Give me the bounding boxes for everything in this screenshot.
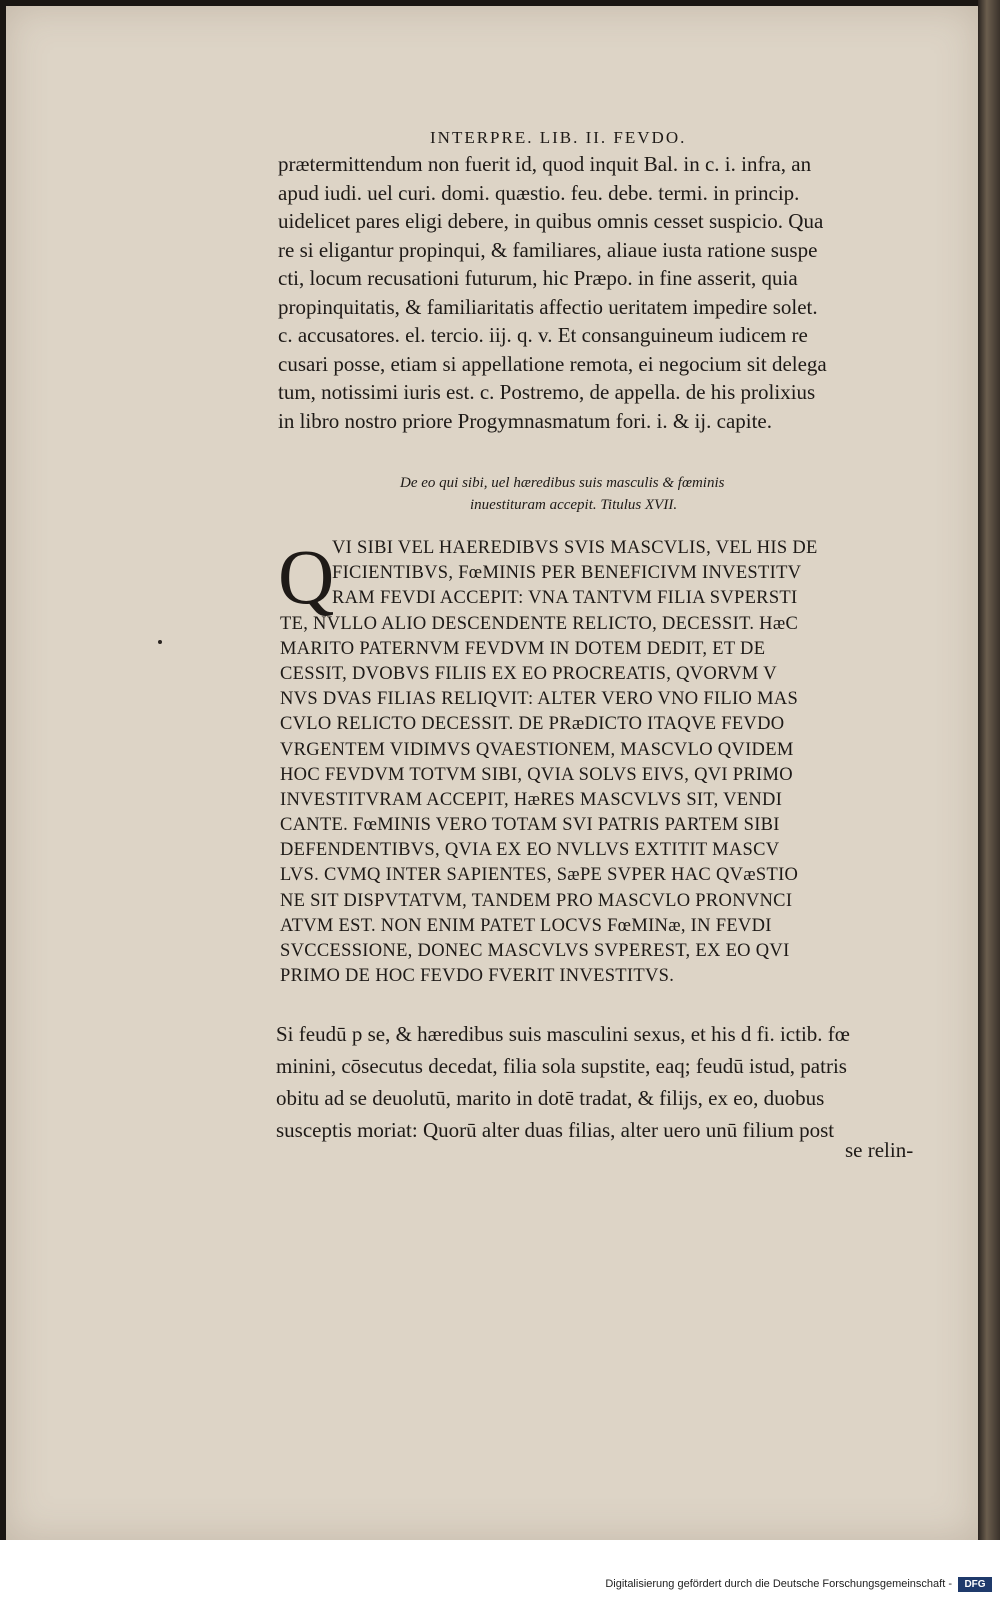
body-line: in libro nostro priore Progymnasmatum fori. i. & ij. capite. — [278, 408, 773, 433]
commentary-paragraph — [276, 1018, 936, 1146]
caps-line: DEFENDENTIBVS, QVIA EX EO NVLLVS EXTITIT MASCV — [280, 840, 780, 861]
caps-line: INVESTITVRAM ACCEPIT, HæRES MASCVLVS SIT, VENDI — [280, 789, 783, 810]
body-line: prætermittendum non fuerit id, quod inquit Bal. in c. i. infra, an — [278, 152, 812, 176]
caps-line: SVCCESSIONE, DONEC MASCVLVS SVPEREST, EX EO QVI — [280, 941, 790, 961]
body-line: apud iudi. uel curi. domi. quæstio. feu. debe. termi. in princip. — [278, 180, 800, 205]
page-edge — [978, 0, 1000, 1540]
caps-line: HOC FEVDVM TOTVM SIBI, QVIA SOLVS EIVS, QVI PRIMO — [280, 764, 793, 785]
drop-capital: Q — [278, 533, 335, 620]
caps-line: VI SIBI VEL HAEREDIBVS SVIS MASCVLIS, VEL HIS DE — [332, 538, 818, 558]
dfg-logo: DFG — [958, 1577, 992, 1592]
body-line: re si eligantur propinqui, & familiares, aliaue iusta ratione suspe — [278, 237, 818, 262]
para-line: obitu ad se deuolutū, marito in dotē tradat, & filijs, ex eo, duobus — [276, 1086, 825, 1110]
caps-line: NE SIT DISPVTATVM, TANDEM PRO MASCVLO PRONVNCI — [280, 890, 793, 911]
body-line: tum, notissimi iuris est. c. Postremo, de appella. de his prolixius — [278, 380, 816, 404]
running-head: INTERPRE. LIB. II. FEVDO. — [430, 128, 687, 147]
caps-line: ATVM EST. NON ENIM PATET LOCVS FœMINæ, IN FEVDI — [280, 915, 772, 936]
body-line: c. accusatores. el. tercio. iij. q. v. Et consanguineum iudicem re — [278, 323, 808, 347]
caps-line: TE, NVLLO ALIO DESCENDENTE RELICTO, DECESSIT. HæC — [280, 613, 799, 634]
title-line: inuestituram accepit. Titulus XVII. — [470, 497, 678, 513]
section-title — [400, 472, 800, 516]
caps-line: MARITO PATERNVM FEVDVM IN DOTEM DEDIT, ET DE — [280, 638, 766, 659]
funding-notice: Digitalisierung gefördert durch die Deutsche Forschungsgemeinschaft - — [605, 1578, 952, 1590]
body-line: cusari posse, etiam si appellatione remota, ei negocium sit delega — [278, 351, 827, 376]
caps-line: RAM FEVDI ACCEPIT: VNA TANTVM FILIA SVPERSTI — [332, 588, 798, 609]
body-line: propinquitatis, & familiaritatis affectio ueritatem impedire solet. — [278, 294, 818, 319]
caps-line: NVS DVAS FILIAS RELIQVIT: ALTER VERO VNO FILIO MAS — [280, 689, 799, 710]
margin-mark — [158, 640, 162, 644]
footer-bar — [0, 1540, 1000, 1597]
para-line: susceptis moriat: Quorū alter duas filias, alter uero unū filium post — [276, 1118, 835, 1142]
title-line: De eo qui sibi, uel hæredibus suis masculis & fœminis — [400, 475, 725, 491]
caps-line: CESSIT, DVOBVS FILIIS EX EO PROCREATIS, QVORVM V — [280, 663, 777, 684]
para-line: minini, cōsecutus decedat, filia sola supstite, eaq; feudū istud, patris — [276, 1054, 847, 1078]
capitals-text — [278, 533, 940, 989]
caps-line: CANTE. FœMINIS VERO TOTAM SVI PATRIS PARTEM SIBI — [280, 815, 780, 836]
catchword: se relin- — [845, 1138, 914, 1162]
caps-line: PRIMO DE HOC FEVDO FVERIT INVESTITVS. — [280, 966, 675, 987]
body-line: uidelicet pares eligi debere, in quibus omnis cesset suspicio. Qua — [278, 209, 824, 233]
caps-line: LVS. CVMQ INTER SAPIENTES, SæPE SVPER HAC QVæSTIO — [280, 865, 799, 886]
caps-line: FICIENTIBVS, FœMINIS PER BENEFICIVM INVESTITV — [332, 563, 802, 584]
body-text — [278, 150, 928, 435]
caps-line: CVLO RELICTO DECESSIT. DE PRæDICTO ITAQVE FEVDO — [280, 714, 785, 735]
para-line: Si feudū p se, & hæredibus suis masculini sexus, et his d fi. ictib. fœ — [276, 1022, 850, 1046]
caps-line: VRGENTEM VIDIMVS QVAESTIONEM, MASCVLO QVIDEM — [280, 739, 794, 760]
body-line: cti, locum recusationi futurum, hic Præpo. in fine asserit, quia — [278, 266, 798, 290]
